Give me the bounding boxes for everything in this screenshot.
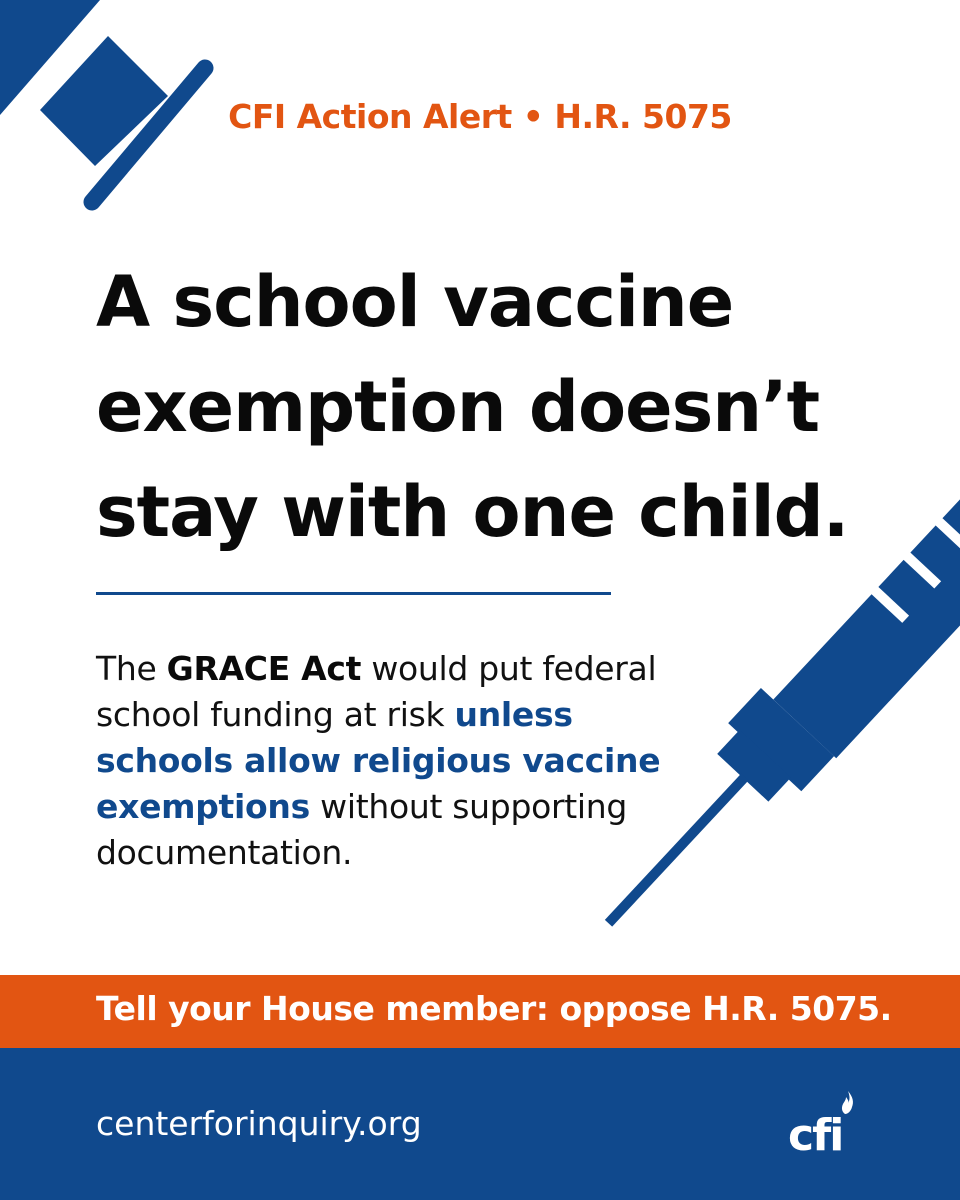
divider [96, 592, 611, 595]
call-to-action-banner [0, 975, 960, 1048]
body-text-part: would put federal school funding at risk [96, 649, 657, 734]
call-to-action-text: Tell your House member: oppose H.R. 5075. [96, 989, 892, 1028]
logo-wordmark: cfi [788, 1110, 843, 1161]
headline-line: A school vaccine [96, 261, 734, 343]
body-text-part: The [96, 649, 167, 688]
body-text [96, 646, 706, 876]
headline-line: stay with one child. [96, 471, 849, 553]
body-text-part: without supporting documentation. [96, 787, 628, 872]
website-link[interactable]: centerforinquiry.org [96, 1104, 422, 1143]
footer [0, 1048, 960, 1200]
act-name: GRACE Act [166, 649, 362, 688]
highlighted-text: unless schools allow religious vaccine exemptions [96, 695, 661, 826]
flame-icon [840, 1090, 856, 1116]
headline-line: exemption doesn’t [96, 366, 820, 448]
action-alert-label: CFI Action Alert • H.R. 5075 [228, 97, 732, 136]
cfi-logo [788, 1090, 868, 1170]
headline [96, 250, 896, 565]
